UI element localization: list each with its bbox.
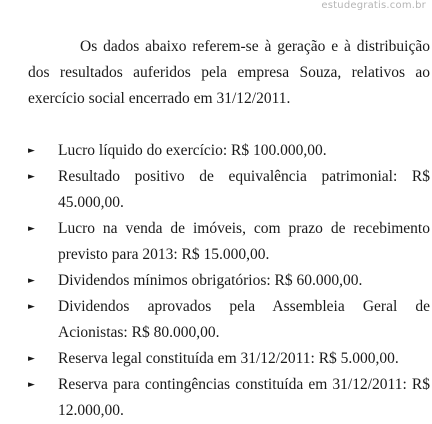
bullet-arrow-icon: ► — [28, 380, 35, 390]
list-item — [28, 164, 430, 216]
list-item — [28, 216, 430, 268]
list-item — [28, 372, 430, 424]
document-body — [28, 34, 430, 424]
bullet-arrow-icon: ► — [28, 146, 35, 156]
list-item-text: Lucro líquido do exercício: R$ 100.000,00. — [58, 142, 327, 159]
list-item — [28, 346, 430, 372]
bullet-arrow-icon: ► — [28, 276, 35, 286]
watermark-text: estudegratis.com.br — [321, 0, 426, 11]
list-item-text: Reserva legal constituída em 31/12/2011: R$ 5.000,00. — [58, 350, 399, 367]
bullet-arrow-icon: ► — [28, 224, 35, 234]
items-list — [28, 138, 430, 424]
list-item — [28, 294, 430, 346]
bullet-arrow-icon: ► — [28, 354, 35, 364]
list-item-text: Reserva para contingências constituída em 31/12/2011: R$ 12.000,00. — [58, 376, 430, 419]
list-item — [28, 268, 430, 294]
list-item-text: Resultado positivo de equivalência patrimonial: R$ 45.000,00. — [58, 168, 430, 211]
bullet-arrow-icon: ► — [28, 302, 35, 312]
list-item-text: Dividendos mínimos obrigatórios: R$ 60.000,00. — [58, 272, 363, 289]
bullet-arrow-icon: ► — [28, 172, 35, 182]
intro-paragraph: Os dados abaixo referem-se à geração e à distribuição dos resultados auferidos pela empresa Souza, relativos ao exercício social encerrado em 31/12/2011. — [28, 38, 430, 107]
list-item — [28, 138, 430, 164]
list-item-text: Dividendos aprovados pela Assembleia Geral de Acionistas: R$ 80.000,00. — [58, 298, 430, 341]
list-item-text: Lucro na venda de imóveis, com prazo de recebimento previsto para 2013: R$ 15.000,00. — [58, 220, 430, 263]
